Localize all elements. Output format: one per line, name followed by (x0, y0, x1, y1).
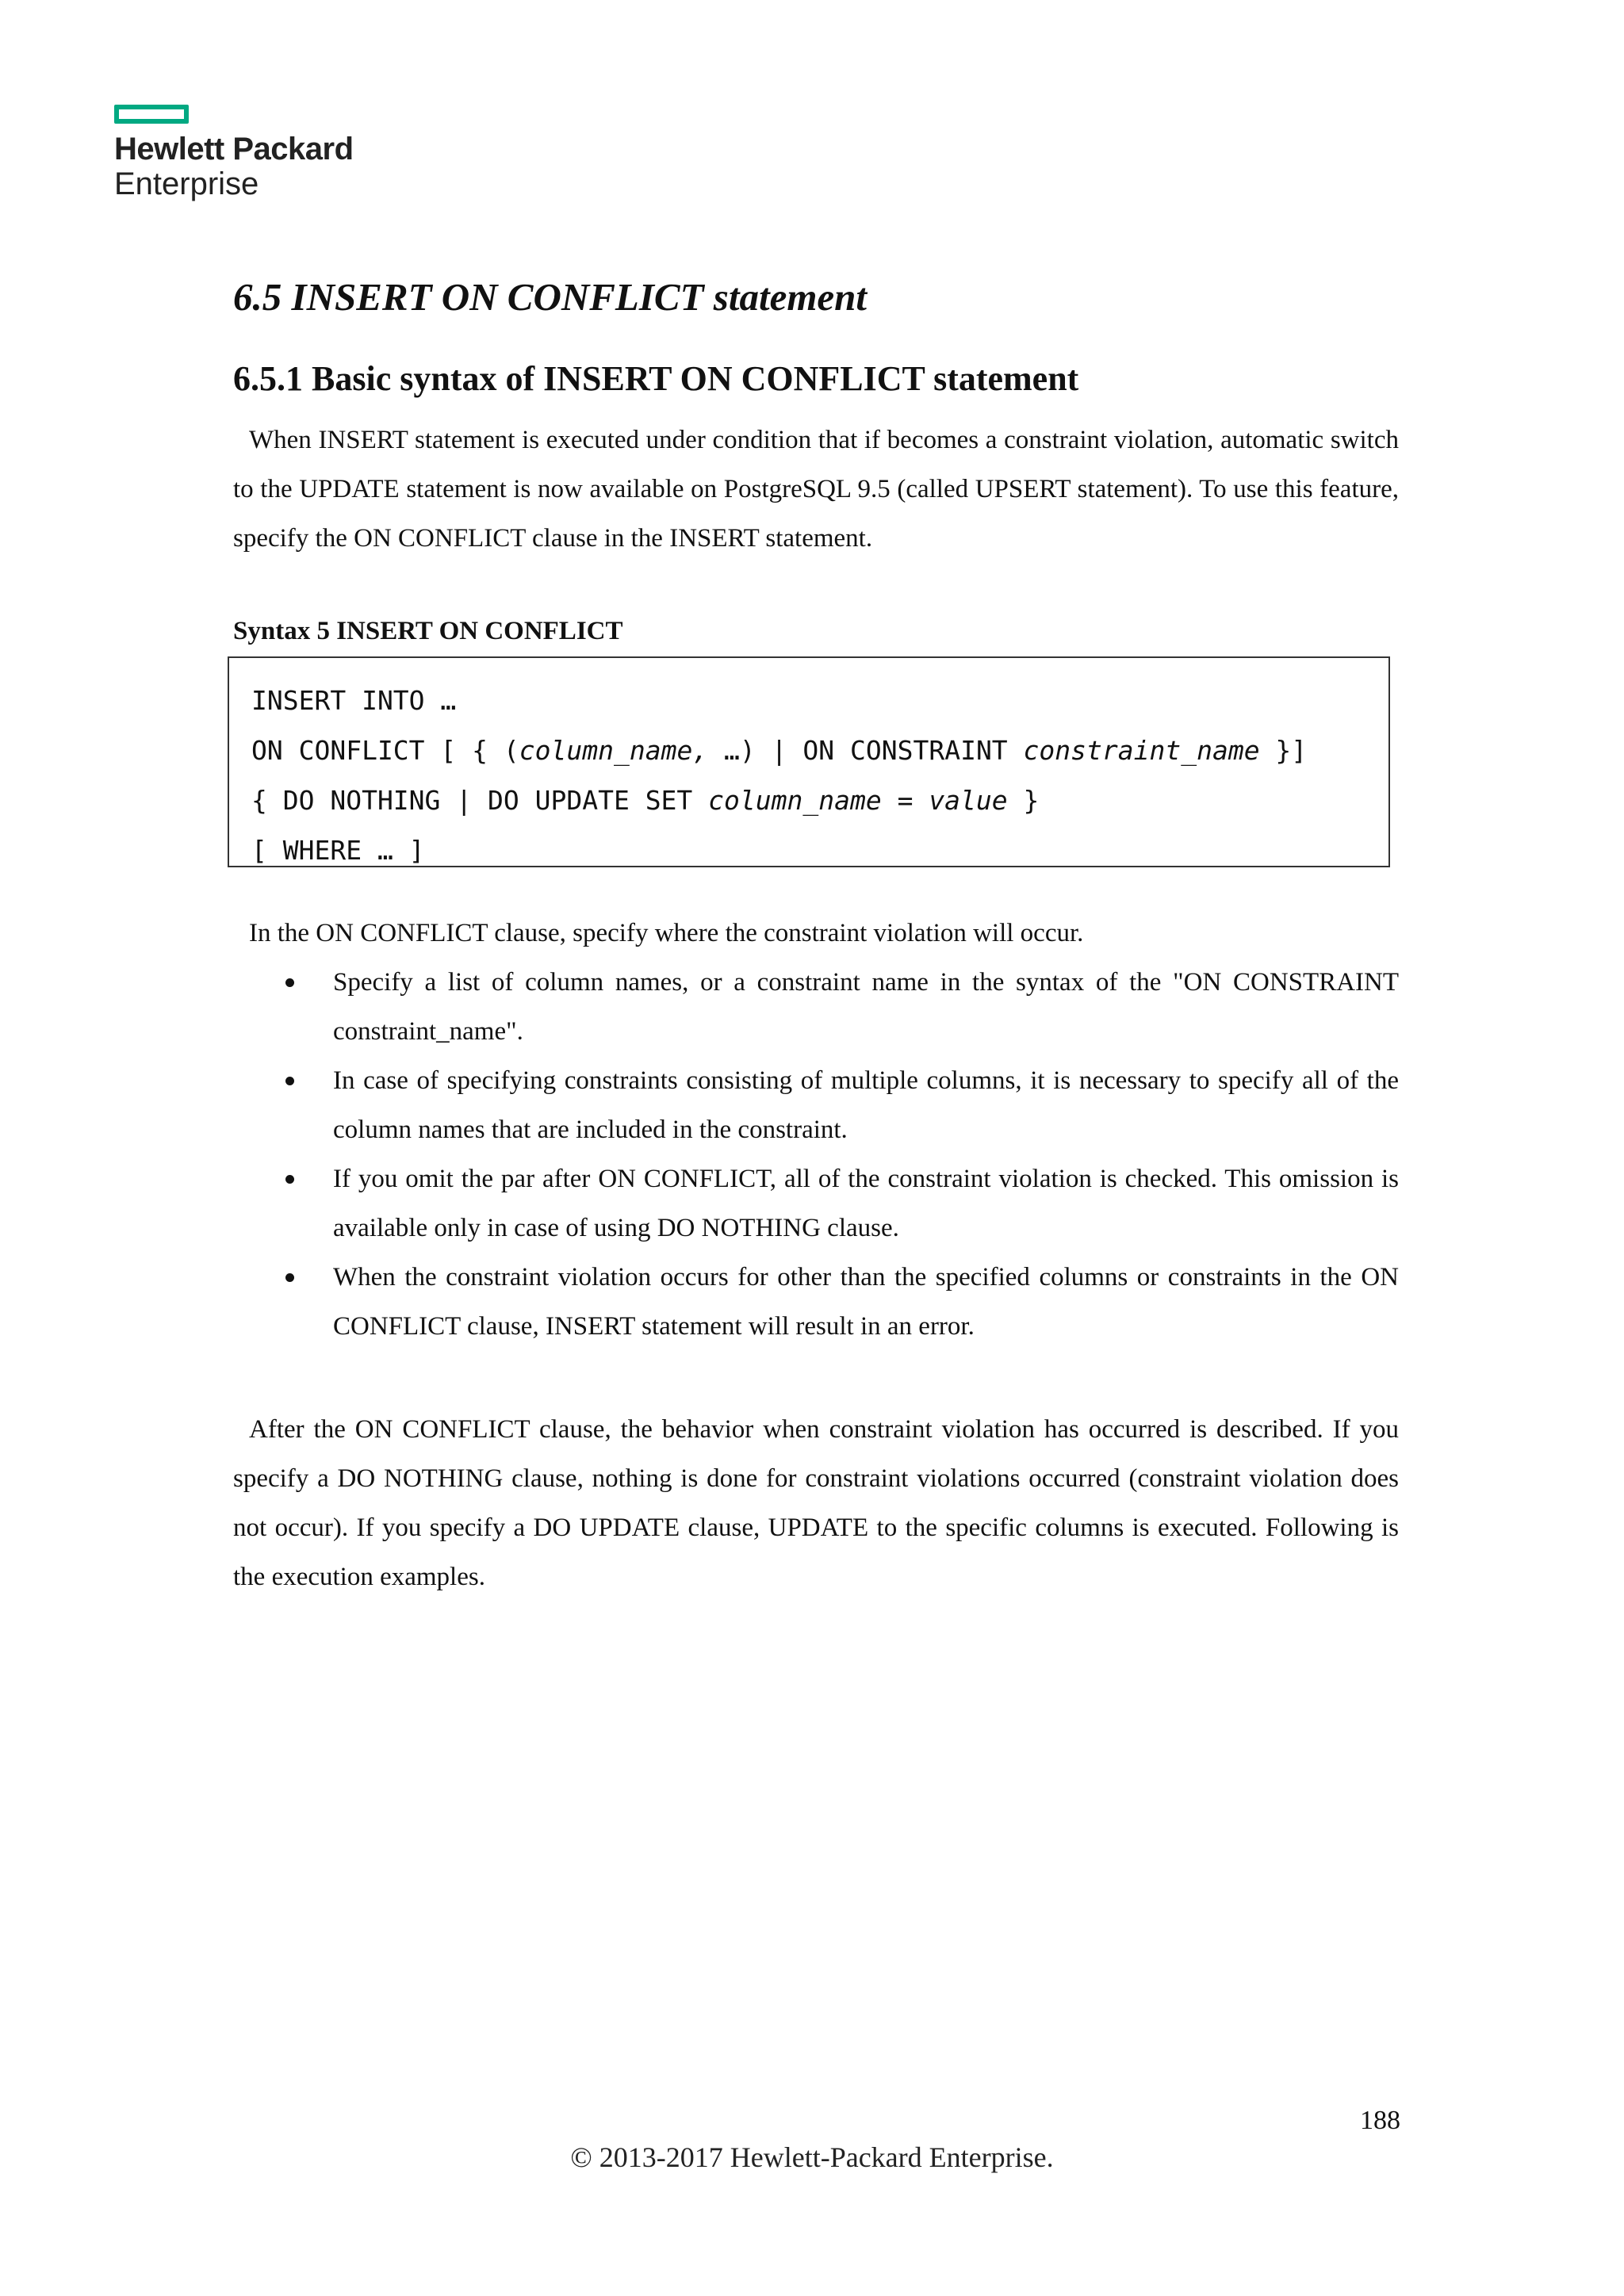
logo-text-line1: Hewlett Packard (114, 132, 354, 166)
copyright-footer: © 2013-2017 Hewlett-Packard Enterprise. (570, 2141, 1054, 2173)
bullet-item (233, 958, 1399, 1056)
bullet-item (233, 1154, 1399, 1253)
bullet-dot-icon (285, 1273, 294, 1282)
subsection-title: 6.5.1 Basic syntax of INSERT ON CONFLICT statement (233, 359, 1079, 398)
bullet-item (233, 1056, 1399, 1154)
intro-paragraph (233, 415, 1399, 563)
hpe-logo-mark (114, 105, 189, 124)
bullet-dot-icon (285, 978, 294, 987)
clause-intro-text: In the ON CONFLICT clause, specify where the constraint violation will occur. (249, 919, 1084, 947)
intro-text: When INSERT statement is executed under condition that if becomes a constraint violation, automatic switch to the UPDATE statement is now available on PostgreSQL 9.5 (called UPSERT statement). To use this feature, specify the ON CONFLICT clause in the INSERT statement. (233, 426, 1399, 553)
closing-text: After the ON CONFLICT clause, the behavior when constraint violation has occurred is described. If you specify a DO NOTHING clause, nothing is done for constraint violations occurred (constraint violation does not occur). If you specify a DO UPDATE clause, UPDATE to the specific columns is executed. Following is the execution examples. (233, 1415, 1399, 1591)
code-placeholder: constraint_name (1023, 735, 1260, 766)
clause-intro-paragraph (233, 909, 1399, 958)
code-token: [ WHERE … ] (251, 835, 425, 866)
code-placeholder: column_name, (519, 735, 709, 766)
bullet-dot-icon (285, 1077, 294, 1085)
syntax-code-block (228, 656, 1390, 867)
code-token: { DO NOTHING | DO UPDATE SET (251, 785, 709, 816)
bullet-text: In case of specifying constraints consisting of multiple columns, it is necessary to specify all of the column names that are included in the constraint. (333, 1066, 1399, 1144)
page-number: 188 (1360, 2106, 1400, 2135)
code-placeholder: column_name = value (708, 785, 1008, 816)
code-line (251, 725, 1388, 775)
code-token: INSERT INTO … (251, 685, 457, 716)
code-token: ON CONFLICT [ { ( (251, 735, 519, 766)
code-line (251, 675, 1388, 725)
bullet-dot-icon (285, 1175, 294, 1184)
code-line (251, 825, 1388, 875)
code-token: } (1007, 785, 1040, 816)
bullet-text: If you omit the par after ON CONFLICT, all of the constraint violation is checked. This omission is available only in case of using DO NOTHING clause. (333, 1165, 1399, 1242)
code-token: }] (1259, 735, 1308, 766)
bullet-text: Specify a list of column names, or a constraint name in the syntax of the "ON CONSTRAINT constraint_name". (333, 968, 1399, 1046)
syntax-caption: Syntax 5 INSERT ON CONFLICT (233, 617, 623, 645)
bullet-text: When the constraint violation occurs for other than the specified columns or constraints in the ON CONFLICT clause, INSERT statement will result in an error. (333, 1263, 1399, 1341)
logo-text-line2: Enterprise (114, 166, 259, 201)
hpe-logo (114, 105, 354, 201)
closing-paragraph (233, 1405, 1399, 1601)
code-line (251, 775, 1388, 825)
bullet-item (233, 1253, 1399, 1351)
code-token: …) | ON CONSTRAINT (708, 735, 1024, 766)
section-title: 6.5 INSERT ON CONFLICT statement (233, 275, 868, 319)
bullet-list (233, 958, 1399, 1351)
